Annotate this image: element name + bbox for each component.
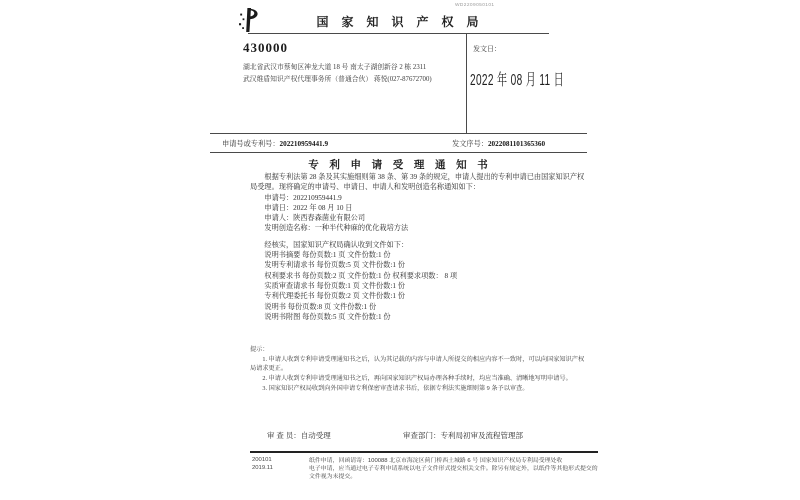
examiner-field xyxy=(267,430,331,441)
document-item: 说明书 每份页数:8 页 文件份数:1 份 xyxy=(264,302,377,311)
footer-rule xyxy=(250,451,598,453)
header-rule xyxy=(248,33,549,34)
cnipa-logo-icon xyxy=(237,6,261,39)
document-item: 专利代理委托书 每份页数:2 页 文件份数:1 份 xyxy=(264,292,405,301)
document-item: 说明书附图 每份页数:5 页 文件份数:1 份 xyxy=(264,312,391,321)
document-item: 权利要求书 每份页数:2 页 文件份数:1 份 权利要求项数： 8 项 xyxy=(264,271,458,280)
dispatch-date-label: 发文日： xyxy=(473,45,501,53)
notes-section xyxy=(250,345,590,394)
notice-body xyxy=(250,172,586,322)
documents-confirm-line: 经核实，国家知识产权局确认收到文件如下： xyxy=(264,240,409,249)
department-field xyxy=(403,430,523,441)
note-item: 1. 申请人收到专利申请受理通知书之后，认为其记载的内容与申请人所提交的相应内容不一致时，可以向国家知识产权局请求更正。 xyxy=(250,355,585,373)
application-number-field xyxy=(222,139,328,149)
dispatch-serial-field xyxy=(452,139,545,149)
document-item: 说明书摘要 每份页数:1 页 文件份数:1 份 xyxy=(264,251,391,260)
field-invention-title: 发明创造名称：一种半代种麻的优化栽培方法 xyxy=(264,224,409,233)
field-application-number: 申请号：202210959441.9 xyxy=(264,193,342,202)
notes-heading: 提示： xyxy=(250,346,269,353)
note-item: 2. 申请人收到专利申请受理通知书之后，再向国家知识产权局办理各种手续时，均应当准确、清晰地写明申请号。 xyxy=(262,375,572,383)
recipient-address: 湖北省武汉市蔡甸区神龙大道 18 号 南太子湖创新谷 2 栋 2311 xyxy=(243,64,427,71)
footer-row-code: 200101 xyxy=(252,457,272,463)
datebox-divider xyxy=(466,33,467,133)
department-value: 专利局初审及流程管理部 xyxy=(440,431,523,440)
section-rule-lower xyxy=(210,152,587,153)
section-rule-upper xyxy=(210,133,587,134)
recipient-agent: 武汉维盾知识产权代理事务所（普通合伙） 蒋悦(027-87672700) xyxy=(243,76,432,83)
field-filing-date: 申请日：2022 年 08 月 10 日 xyxy=(264,203,353,212)
footer-row-code: 2019.11 xyxy=(252,465,273,471)
scan-batch-code: WD2209050101 xyxy=(455,3,495,8)
agency-title: 国 家 知 识 产 权 局 xyxy=(316,15,484,29)
dispatch-serial-label: 发文序号： xyxy=(452,140,488,148)
recipient-postcode: 430000 xyxy=(243,40,288,55)
dispatch-date-value: 2022 年 08 月 11 日 xyxy=(470,70,565,89)
examiner-label: 审 查 员： xyxy=(267,431,301,440)
footer-row-text: 电子申请，应当通过电子专利申请系统以电子文件形式提交相关文件。除另有规定外，以纸件等其他形式提交的文件视为未提交。 xyxy=(309,466,598,480)
dispatch-serial-value: 2022081101365360 xyxy=(487,140,546,148)
application-number-value: 202210959441.9 xyxy=(279,140,329,148)
notice-title: 专 利 申 请 受 理 通 知 书 xyxy=(308,160,492,171)
department-label: 审查部门： xyxy=(403,431,441,440)
document-item: 发明专利请求书 每份页数:5 页 文件份数:1 份 xyxy=(264,261,405,270)
body-intro: 根据专利法第 28 条及其实施细则第 38 条、第 39 条的规定，申请人提出的专利申请已由国家知识产权局受理。现将确定的申请号、申请日、申请人和发明创造名称通知如下： xyxy=(250,173,585,192)
application-number-label: 申请号或专利号： xyxy=(222,140,280,148)
document-item: 实质审查请求书 每份页数:1 页 文件份数:1 份 xyxy=(264,281,405,290)
note-item: 3. 国家知识产权局收到向外国申请专利保密审查请求书后，依据专利法实施细则第 9 条予以审查。 xyxy=(262,384,529,392)
field-applicant: 申请人：陕西春森菌业有限公司 xyxy=(264,214,366,223)
examiner-value: 自动受理 xyxy=(300,431,331,440)
footer-row-text: 纸件申请，回函请寄：100088 北京市海淀区蓟门桥西土城路 6 号 国家知识产权局专利局受理处收 xyxy=(309,458,563,464)
